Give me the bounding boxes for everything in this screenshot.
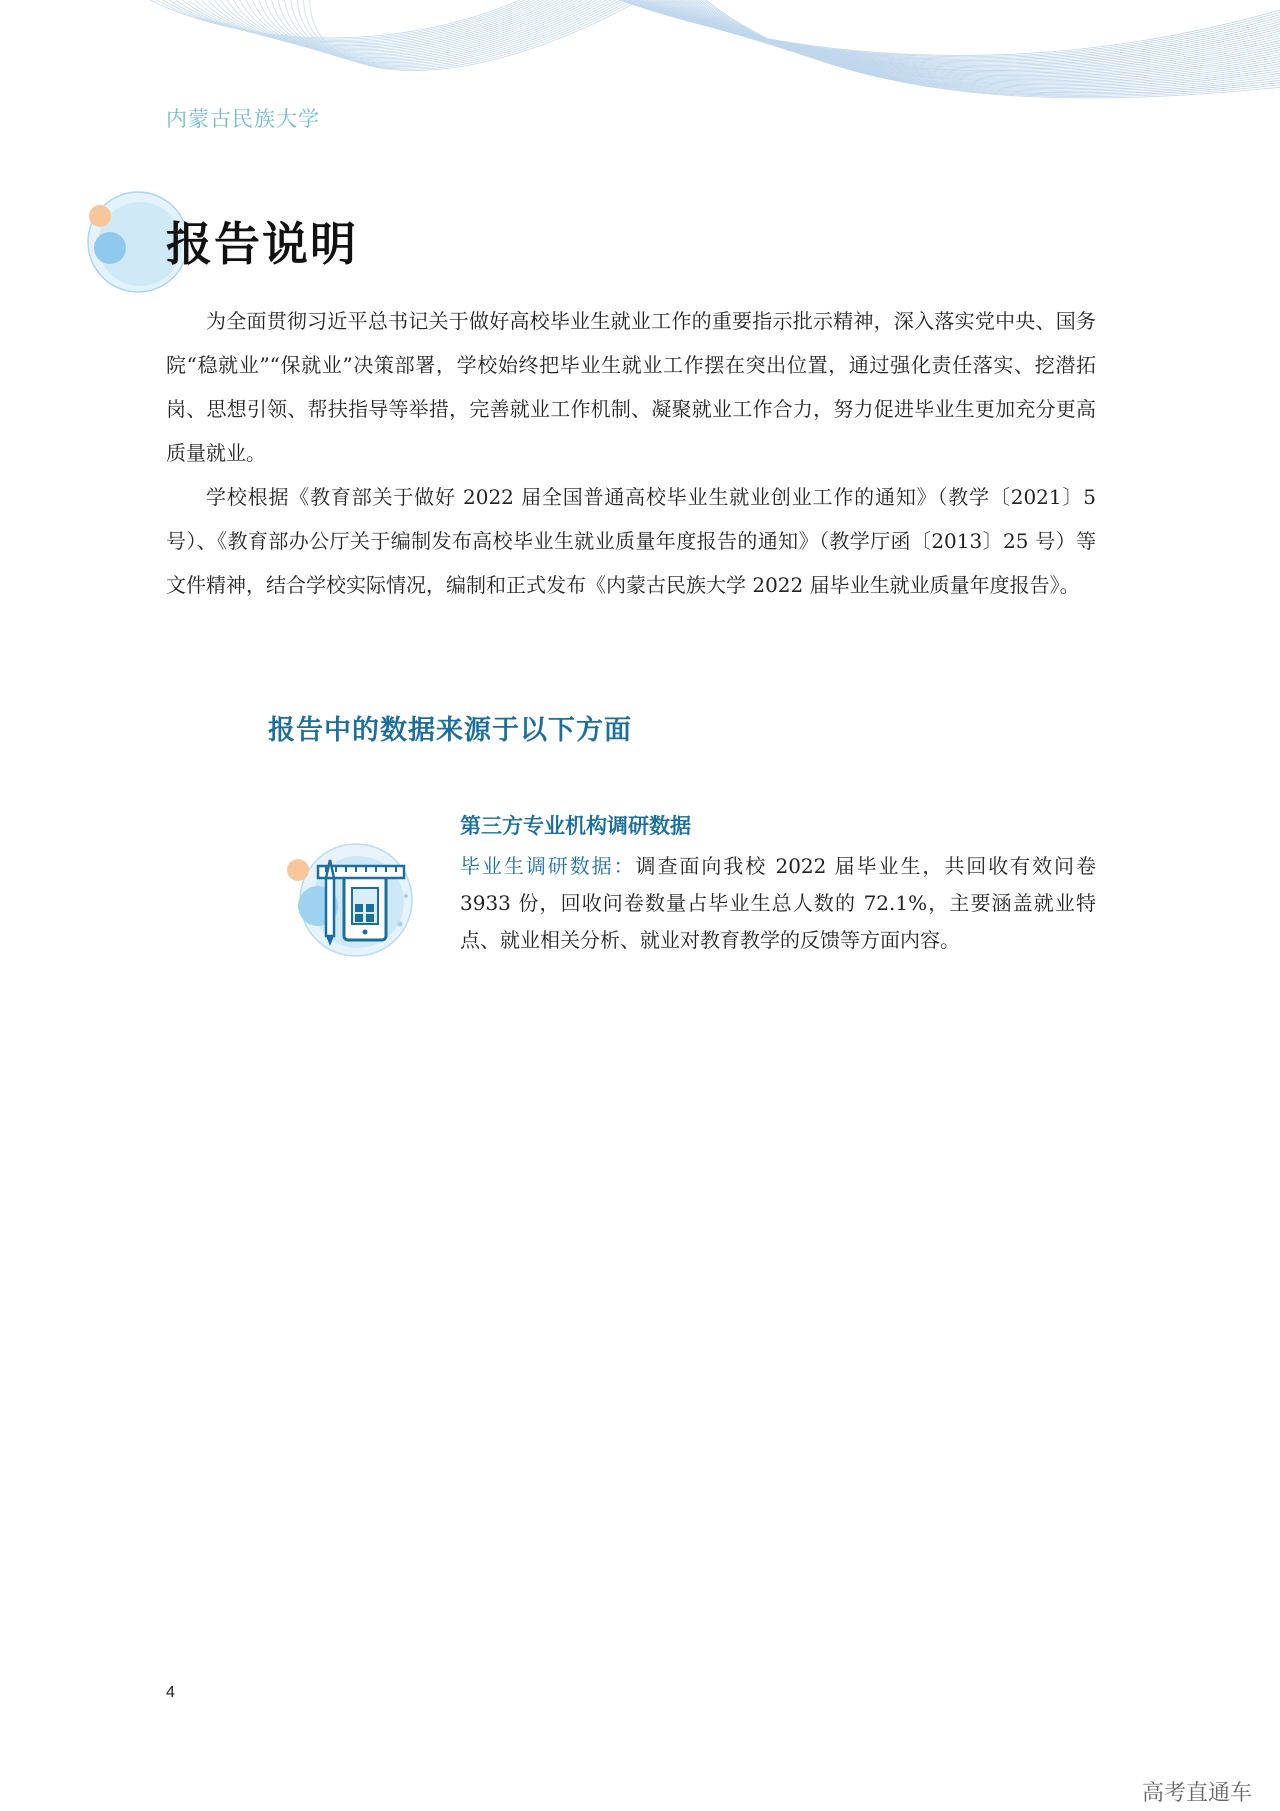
source-item-description <box>460 848 1096 959</box>
source-item-title: 第三方专业机构调研数据 <box>460 813 691 838</box>
wave-line <box>163 0 530 40</box>
header-university-name: 内蒙古民族大学 <box>166 107 320 131</box>
decorative-wave-lines <box>0 0 1280 110</box>
intro-paragraph-1 <box>166 299 1096 475</box>
intro-paragraph-1-text: 为全面贯彻习近平总书记关于做好高校毕业生就业工作的重要指示批示精神，深入落实党中央、国务院“稳就业”“保就业”决策部署，学校始终把毕业生就业工作摆在突出位置，通过强化责任落实、挖潜拓岗、思想引领、帮扶指导等举措，完善就业工作机制、凝聚就业工作合力，努力促进毕业生更加充分更高质量就业。 <box>166 309 1096 465</box>
page-title: 报告说明 <box>166 217 358 271</box>
data-sources-heading: 报告中的数据来源于以下方面 <box>268 715 632 746</box>
intro-paragraph-2 <box>166 475 1096 607</box>
intro-paragraph-2-text: 学校根据《教育部关于做好 2022 届全国普通高校毕业生就业创业工作的通知》（教学〔2021〕5 号）、《教育部办公厅关于编制发布高校毕业生就业质量年度报告的通知》（教学厅函〔2013〕25 号）等文件精神，结合学校实际情况，编制和正式发布《内蒙古民族大学 2022 届毕业生就业质量年度报告》。 <box>166 485 1096 597</box>
source-item-text: 调查面向我校 2022 届毕业生，共回收有效问卷 3933 份，回收问卷数量占毕业生总人数的 72.1%，主要涵盖就业特点、就业相关分析、就业对教育教学的反馈等方面内容。 <box>460 854 1097 952</box>
source-item-label: 毕业生调研数据： <box>460 854 636 878</box>
wave-line <box>188 0 548 46</box>
ruler-tablet-icon <box>280 838 420 968</box>
watermark-text: 高考直通车 <box>1141 1780 1252 1805</box>
page-number: 4 <box>166 1684 175 1701</box>
